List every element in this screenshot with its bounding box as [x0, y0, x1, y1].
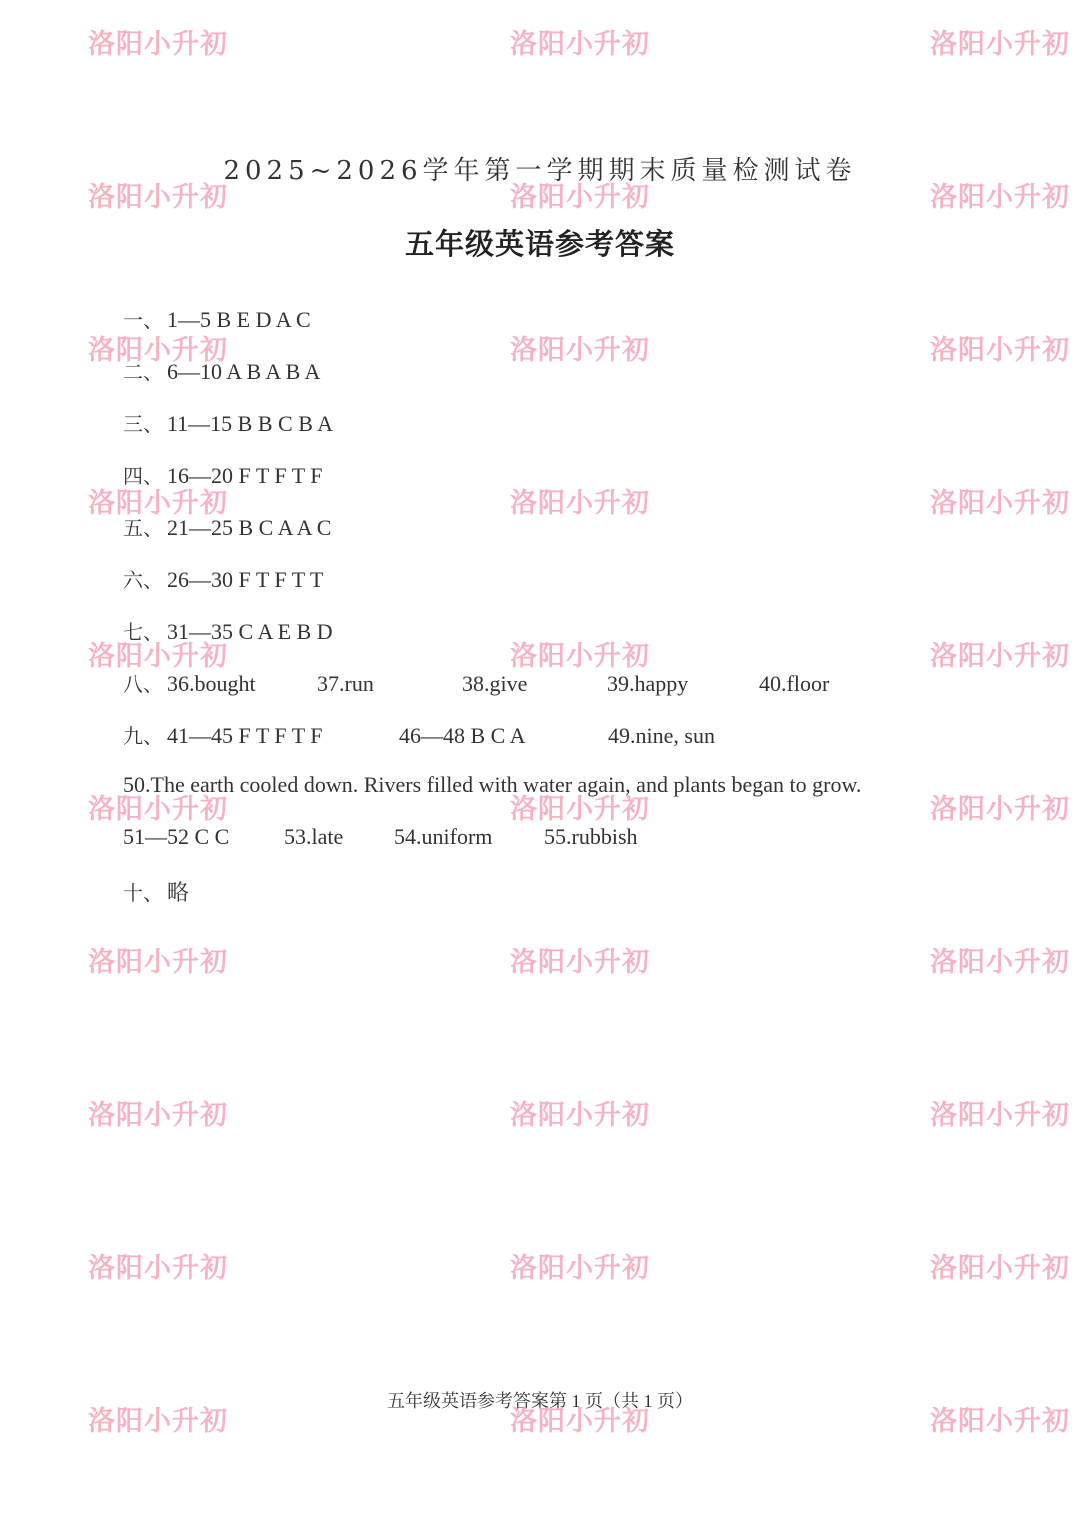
- watermark-text: 洛阳小升初: [510, 29, 650, 60]
- section-numeral: 七、: [123, 620, 163, 644]
- watermark-text: 洛阳小升初: [930, 29, 1070, 60]
- answer-segment: 55.rubbish: [544, 824, 638, 849]
- watermark-text: 洛阳小升初: [88, 641, 228, 672]
- answer-line-8: [123, 668, 829, 697]
- answer-segment: 11—15 B B C B A: [167, 411, 334, 436]
- answer-line-3: [123, 408, 333, 437]
- answer-segment: 31—35 C A E B D: [167, 619, 333, 644]
- watermark-text: 洛阳小升初: [88, 1100, 228, 1131]
- answer-line-6: [123, 564, 323, 593]
- watermark-text: 洛阳小升初: [510, 1253, 650, 1284]
- section-numeral: 六、: [123, 568, 163, 592]
- answer-line-2: [123, 356, 320, 385]
- answer-segment: 51—52 C C: [123, 824, 230, 849]
- watermark-text: 洛阳小升初: [930, 335, 1070, 366]
- watermark-text: 洛阳小升初: [930, 1406, 1070, 1437]
- answer-segment: 21—25 B C A A C: [167, 515, 332, 540]
- watermark-text: 洛阳小升初: [88, 488, 228, 519]
- answer-segment: 38.give: [462, 671, 528, 696]
- watermark-text: 洛阳小升初: [88, 1406, 228, 1437]
- watermark-text: 洛阳小升初: [930, 182, 1070, 213]
- exam-title: 2025~2026学年第一学期期末质量检测试卷: [223, 156, 857, 186]
- watermark-text: 洛阳小升初: [510, 947, 650, 978]
- watermark-text: 洛阳小升初: [930, 1253, 1070, 1284]
- watermark-text: 洛阳小升初: [88, 182, 228, 213]
- watermark-text: 洛阳小升初: [510, 335, 650, 366]
- watermark-text: 洛阳小升初: [930, 488, 1070, 519]
- answer-segment: 41—45 F T F T F: [167, 723, 323, 748]
- answer-segment: 40.floor: [759, 671, 830, 696]
- answer-segment: 6—10 A B A B A: [167, 359, 321, 384]
- document-subtitle: 五年级英语参考答案: [404, 227, 675, 261]
- watermark-text: 洛阳小升初: [88, 335, 228, 366]
- answer-line-10: [123, 772, 861, 798]
- answer-segment: 37.run: [317, 671, 374, 696]
- watermark-text: 洛阳小升初: [88, 29, 228, 60]
- answer-segment: 50.The earth cooled down. Rivers filled with water again, and plants began to grow.: [123, 772, 862, 797]
- section-numeral: 三、: [123, 412, 163, 436]
- answer-line-12: [123, 876, 189, 907]
- answer-segment: 46—48 B C A: [399, 723, 526, 748]
- answer-segment: 略: [167, 880, 190, 905]
- watermark-text: 洛阳小升初: [510, 794, 650, 825]
- watermark-text: 洛阳小升初: [510, 488, 650, 519]
- watermark-text: 洛阳小升初: [510, 182, 650, 213]
- watermark-text: 洛阳小升初: [88, 947, 228, 978]
- watermark-text: 洛阳小升初: [930, 1100, 1070, 1131]
- answer-segment: 53.late: [284, 824, 344, 849]
- watermark-text: 洛阳小升初: [88, 1253, 228, 1284]
- answer-line-1: [123, 304, 311, 333]
- watermark-text: 洛阳小升初: [510, 1406, 650, 1437]
- answer-line-5: [123, 512, 331, 541]
- answer-line-4: [123, 460, 323, 489]
- section-numeral: 九、: [123, 724, 163, 748]
- watermark-text: 洛阳小升初: [930, 641, 1070, 672]
- watermark-text: 洛阳小升初: [930, 947, 1070, 978]
- answer-line-9: [123, 720, 715, 749]
- section-numeral: 一、: [123, 308, 163, 332]
- watermark-text: 洛阳小升初: [510, 1100, 650, 1131]
- section-numeral: 八、: [123, 672, 163, 696]
- watermark-text: 洛阳小升初: [88, 794, 228, 825]
- section-numeral: 二、: [123, 360, 163, 384]
- watermark-text: 洛阳小升初: [930, 794, 1070, 825]
- watermark-text: 洛阳小升初: [510, 641, 650, 672]
- answer-segment: 54.uniform: [394, 824, 493, 849]
- answer-segment: 36.bought: [167, 671, 256, 696]
- answer-segment: 16—20 F T F T F: [167, 463, 323, 488]
- section-numeral: 五、: [123, 516, 163, 540]
- section-numeral: 十、: [123, 881, 163, 905]
- section-numeral: 四、: [123, 464, 163, 488]
- answer-segment: 1—5 B E D A C: [167, 307, 311, 332]
- answer-segment: 39.happy: [607, 671, 689, 696]
- answer-line-11: [123, 824, 638, 850]
- page-footer: 五年级英语参考答案第 1 页（共 1 页）: [387, 1391, 693, 1411]
- answer-line-7: [123, 616, 333, 645]
- answer-segment: 49.nine, sun: [608, 723, 715, 748]
- answer-segment: 26—30 F T F T T: [167, 567, 324, 592]
